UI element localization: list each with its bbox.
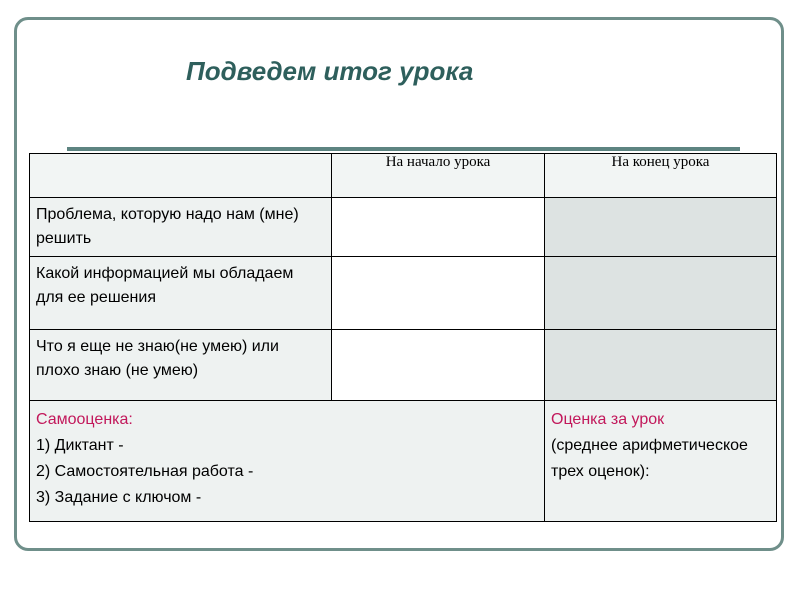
self-assessment-title: Самооценка:	[36, 411, 133, 428]
lesson-grade-title: Оценка за урок	[551, 411, 665, 428]
cell-start-information[interactable]	[332, 257, 545, 330]
row-label-unknown: Что я еще не знаю(не умею) или плохо знаю (не умею)	[30, 330, 332, 401]
title-underline	[67, 147, 740, 151]
table-row	[30, 257, 777, 330]
header-cell-lesson-end: На конец урока	[545, 154, 777, 198]
cell-start-problem[interactable]	[332, 198, 545, 257]
row-label-problem: Проблема, которую надо нам (мне) решить	[30, 198, 332, 257]
cell-end-unknown[interactable]	[545, 330, 777, 401]
self-assessment-item-key-task: 3) Задание с ключом -	[36, 489, 202, 506]
header-cell-empty	[30, 154, 332, 198]
cell-end-problem[interactable]	[545, 198, 777, 257]
lesson-grade-cell	[545, 401, 777, 522]
cell-start-unknown[interactable]	[332, 330, 545, 401]
slide-title: Подведем итог урока	[186, 56, 474, 86]
header-cell-lesson-start: На начало урока	[332, 154, 545, 198]
table-row	[30, 330, 777, 401]
lesson-summary-table	[29, 153, 777, 522]
table-row	[30, 198, 777, 257]
row-label-information: Какой информацией мы обладаем для ее решения	[30, 257, 332, 330]
cell-end-information[interactable]	[545, 257, 777, 330]
table-header-row	[30, 154, 777, 198]
self-assessment-item-independent-work: 2) Самостоятельная работа -	[36, 463, 254, 480]
lesson-grade-note: (среднее арифметическое трех оценок):	[551, 437, 748, 480]
self-assessment-item-dictation: 1) Диктант -	[36, 437, 124, 454]
table-row	[30, 401, 777, 522]
self-assessment-cell	[30, 401, 545, 522]
